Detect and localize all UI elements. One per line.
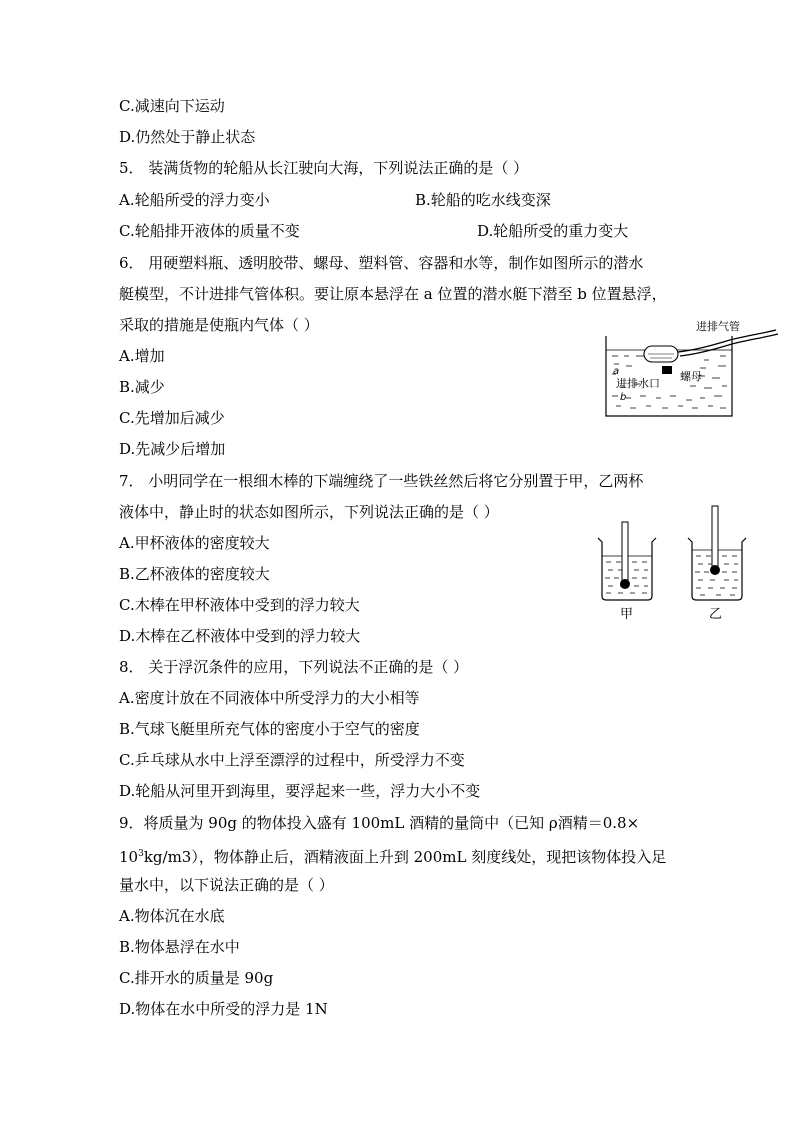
q7-stem-line1: 7． 小明同学在一根细木棒的下端缠绕了一些铁丝然后将它分别置于甲，乙两杯 (119, 472, 644, 490)
air-pipe (678, 330, 776, 352)
label-jia: 甲 (620, 607, 634, 622)
q9-stem-line3: 量水中，以下说法正确的是（ ） (119, 876, 334, 894)
q5-stem: 5． 装满货物的轮船从长江驶向大海，下列说法正确的是（ ） (119, 159, 529, 177)
q8-stem: 8． 关于浮沉条件的应用，下列说法不正确的是（ ） (119, 658, 469, 676)
q6-option-a: A.增加 (119, 347, 165, 365)
q6-stem-line2: 艇模型，不计进排气管体积。要让原本悬浮在 a 位置的潜水艇下潜至 b 位置悬浮， (119, 285, 667, 303)
position-b-label: b (620, 392, 627, 403)
q8-option-c: C.乒乓球从水中上浮至漂浮的过程中，所受浮力不变 (119, 751, 465, 769)
q6-option-c: C.先增加后减少 (119, 409, 225, 427)
position-a-label: a (613, 366, 620, 377)
port-label: 进排水口 (616, 377, 660, 390)
q7-option-a: A.甲杯液体的密度较大 (119, 534, 270, 552)
q6-stem-line1: 6． 用硬塑料瓶、透明胶带、螺母、塑料管、容器和水等，制作如图所示的潜水 (119, 254, 644, 272)
q4-option-c: C.减速向下运动 (119, 97, 225, 115)
q9-option-b: B.物体悬浮在水中 (119, 938, 240, 956)
q5-option-c: C.轮船排开液体的质量不变 (119, 222, 300, 240)
q8-option-a: A.密度计放在不同液体中所受浮力的大小相等 (119, 689, 420, 707)
q4-option-d: D.仍然处于静止状态 (119, 128, 256, 146)
submarine-model-figure (600, 316, 780, 422)
q5-option-d: D.轮船所受的重力变大 (477, 222, 629, 240)
q9-stem-line1: 9．将质量为 90g 的物体投入盛有 100mL 酒精的量筒中（已知 ρ酒精＝0.8× (119, 814, 640, 832)
label-yi: 乙 (709, 607, 723, 622)
q6-stem-line3: 采取的措施是使瓶内气体（ ） (119, 316, 319, 334)
iron-wire-weight (710, 565, 720, 575)
nut-icon (662, 366, 672, 374)
q6-option-d: D.先减少后增加 (119, 440, 226, 458)
beaker-jia (598, 522, 656, 600)
q7-option-b: B.乙杯液体的密度较大 (119, 565, 270, 583)
q7-stem-line2: 液体中，静止时的状态如图所示，下列说法正确的是（ ） (119, 503, 499, 521)
q6-option-b: B.减少 (119, 378, 165, 396)
pipe-label: 进排气管 (696, 320, 740, 333)
q9-option-c: C.排开水的质量是 90g (119, 969, 274, 987)
nut-label: 螺母 (680, 370, 702, 383)
beaker-yi (688, 506, 746, 600)
beakers-figure (592, 500, 762, 625)
q9-option-a: A.物体沉在水底 (119, 907, 225, 925)
q8-option-d: D.轮船从河里开到海里，要浮起来一些，浮力大小不变 (119, 782, 481, 800)
q8-option-b: B.气球飞艇里所充气体的密度小于空气的密度 (119, 720, 420, 738)
q9-option-d: D.物体在水中所受的浮力是 1N (119, 1000, 328, 1018)
q9-stem-line2: $10^3kg/m3$），物体静止后，酒精液面上升到 200mL 刻度线处，现把该物体投入足 (119, 848, 667, 866)
q7-option-c: C.木棒在甲杯液体中受到的浮力较大 (119, 596, 360, 614)
iron-wire-weight (620, 579, 630, 589)
q5-option-b: B.轮船的吃水线变深 (415, 191, 551, 209)
q5-option-a: A.轮船所受的浮力变小 (119, 191, 270, 209)
q7-option-d: D.木棒在乙杯液体中受到的浮力较大 (119, 627, 361, 645)
